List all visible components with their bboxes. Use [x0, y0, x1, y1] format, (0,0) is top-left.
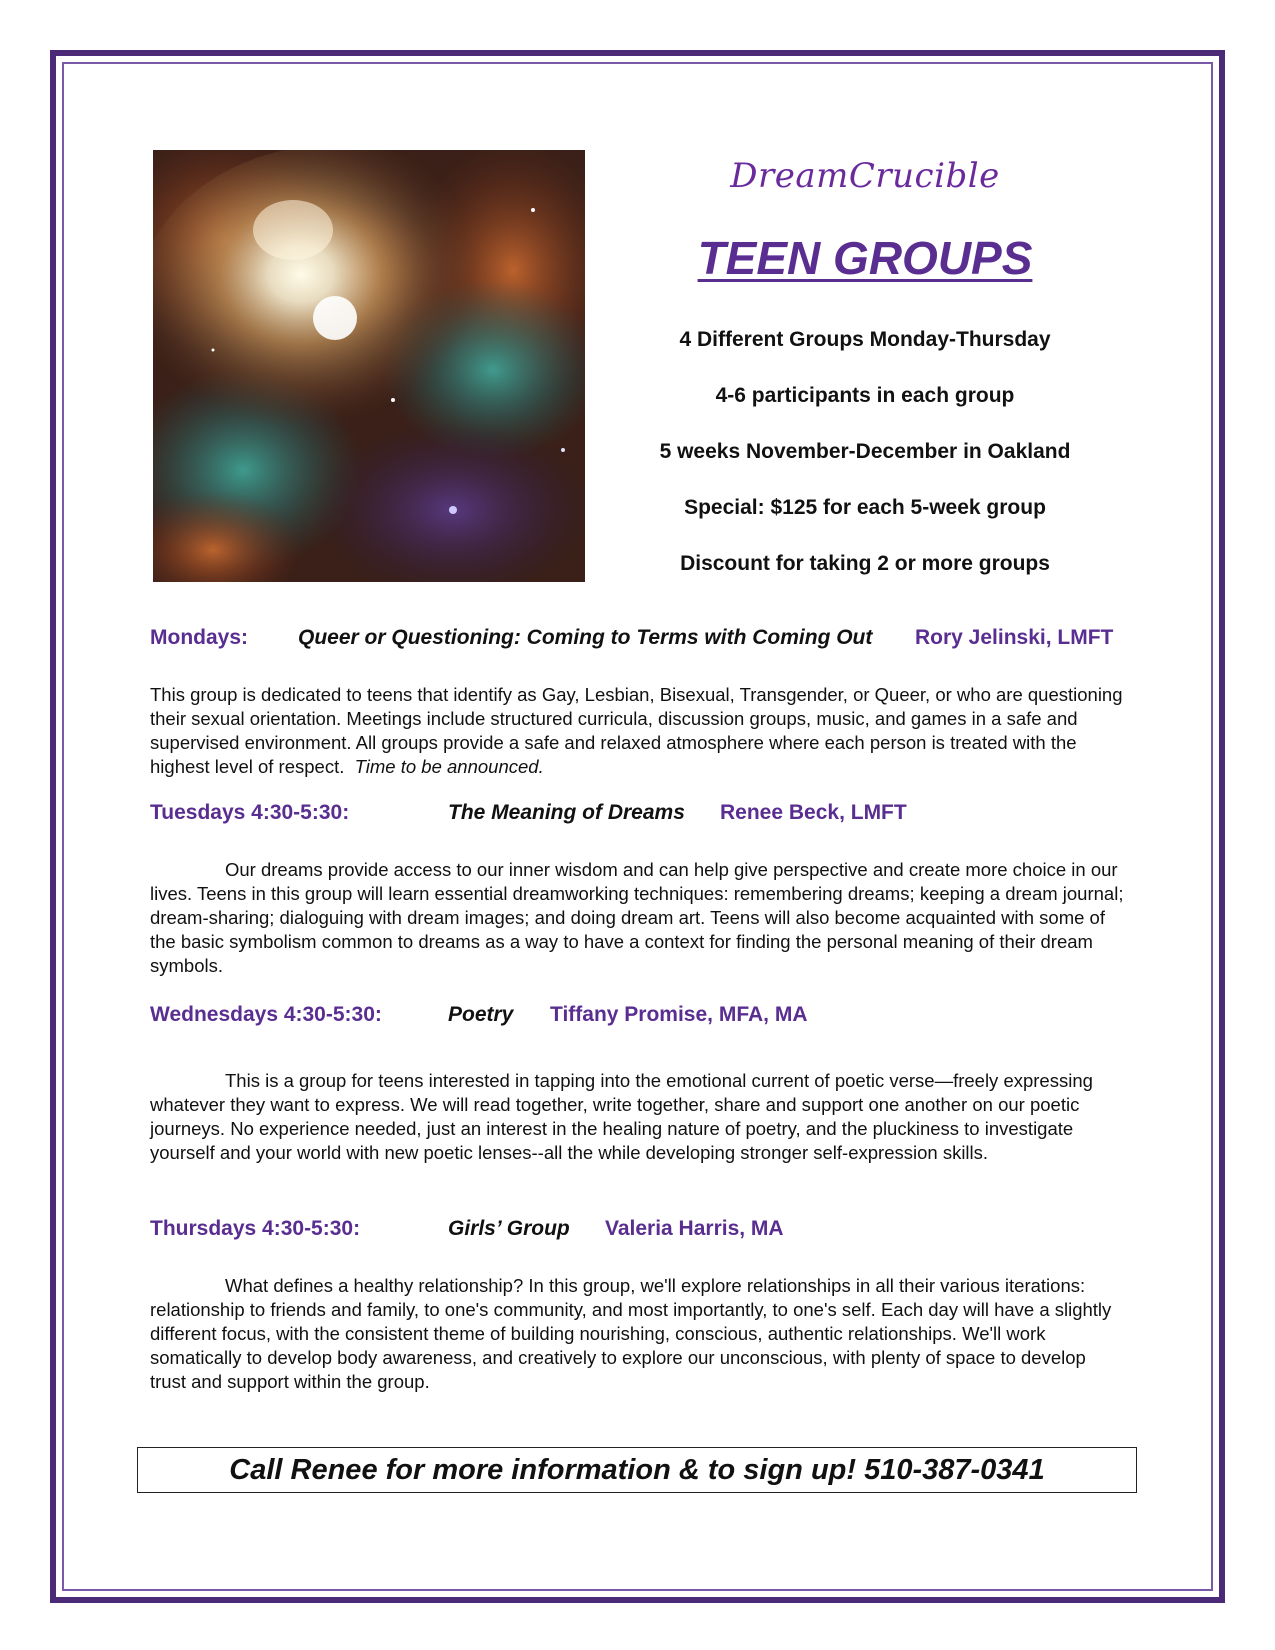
group-description-monday	[150, 683, 1125, 779]
description-note: Time to be announced.	[354, 756, 544, 777]
fact-discount: Discount for taking 2 or more groups	[680, 552, 1050, 575]
call-to-action: Call Renee for more information & to sign up! 510-387-0341	[137, 1447, 1137, 1493]
fact-price: Special: $125 for each 5-week group	[684, 496, 1046, 519]
group-title: Girls’ Group	[448, 1217, 570, 1240]
nebula-image	[153, 150, 585, 582]
key-facts	[620, 312, 1110, 592]
page-title: TEEN GROUPS	[697, 232, 1033, 284]
group-description-tuesday	[150, 858, 1125, 978]
brand-name: DreamCrucible	[730, 156, 1000, 196]
group-description-thursday	[150, 1274, 1125, 1394]
group-leader: Tiffany Promise, MFA, MA	[550, 1003, 808, 1026]
description-text: This is a group for teens interested in tapping into the emotional current of poetic verse—freely expressing whatever they want to express. We will read together, write together, share and support one another on our poetic journeys. No experience needed, just an interest in the healing nature of poetry, and the pluckiness to investigate yourself and your world with new poetic lenses--all the while developing stronger self-expression skills.	[150, 1070, 1093, 1163]
description-text: Our dreams provide access to our inner wisdom and can help give perspective and create more choice in our lives. Teens in this group will learn essential dreamworking techniques: remembering dreams; keeping a dream journal; dream-sharing; dialoguing with dream images; and doing dream art. Teens will also become acquainted with some of the basic symbolism common to dreams as a way to have a context for finding the personal meaning of their dream symbols.	[150, 859, 1124, 976]
group-day: Thursdays 4:30-5:30:	[150, 1217, 361, 1240]
fact-groups: 4 Different Groups Monday-Thursday	[679, 328, 1051, 351]
group-title: Poetry	[448, 1003, 514, 1026]
group-leader: Renee Beck, LMFT	[720, 801, 907, 824]
group-day: Wednesdays 4:30-5:30:	[150, 1003, 382, 1026]
group-leader: Valeria Harris, MA	[605, 1217, 784, 1240]
header-block	[620, 150, 1110, 592]
description-text: This group is dedicated to teens that identify as Gay, Lesbian, Bisexual, Transgender, or Queer, or who are questioning their sexual orientation. Meetings include structured curricula, discussion groups, music, and games in a safe and supervised environment. All groups provide a safe and relaxed atmosphere where each person is treated with the highest level of respect.	[150, 684, 1123, 777]
description-text: What defines a healthy relationship? In this group, we'll explore relationships in all their various iterations: relationship to friends and family, to one's community, and most importantly, to one's self. Each day will have a slightly different focus, with the consistent theme of building nourishing, conscious, authentic relationships. We'll work somatically to develop body awareness, and creatively to explore our unconscious, with plenty of space to develop trust and support within the group.	[150, 1275, 1112, 1392]
group-day: Tuesdays 4:30-5:30:	[150, 801, 350, 824]
group-description-wednesday	[150, 1069, 1125, 1165]
fact-participants: 4-6 participants in each group	[715, 384, 1015, 407]
group-day: Mondays:	[150, 626, 249, 649]
fact-schedule: 5 weeks November-December in Oakland	[659, 440, 1071, 463]
group-title: The Meaning of Dreams	[448, 801, 685, 824]
group-leader: Rory Jelinski, LMFT	[915, 626, 1114, 649]
group-title: Queer or Questioning: Coming to Terms with Coming Out	[298, 626, 873, 649]
